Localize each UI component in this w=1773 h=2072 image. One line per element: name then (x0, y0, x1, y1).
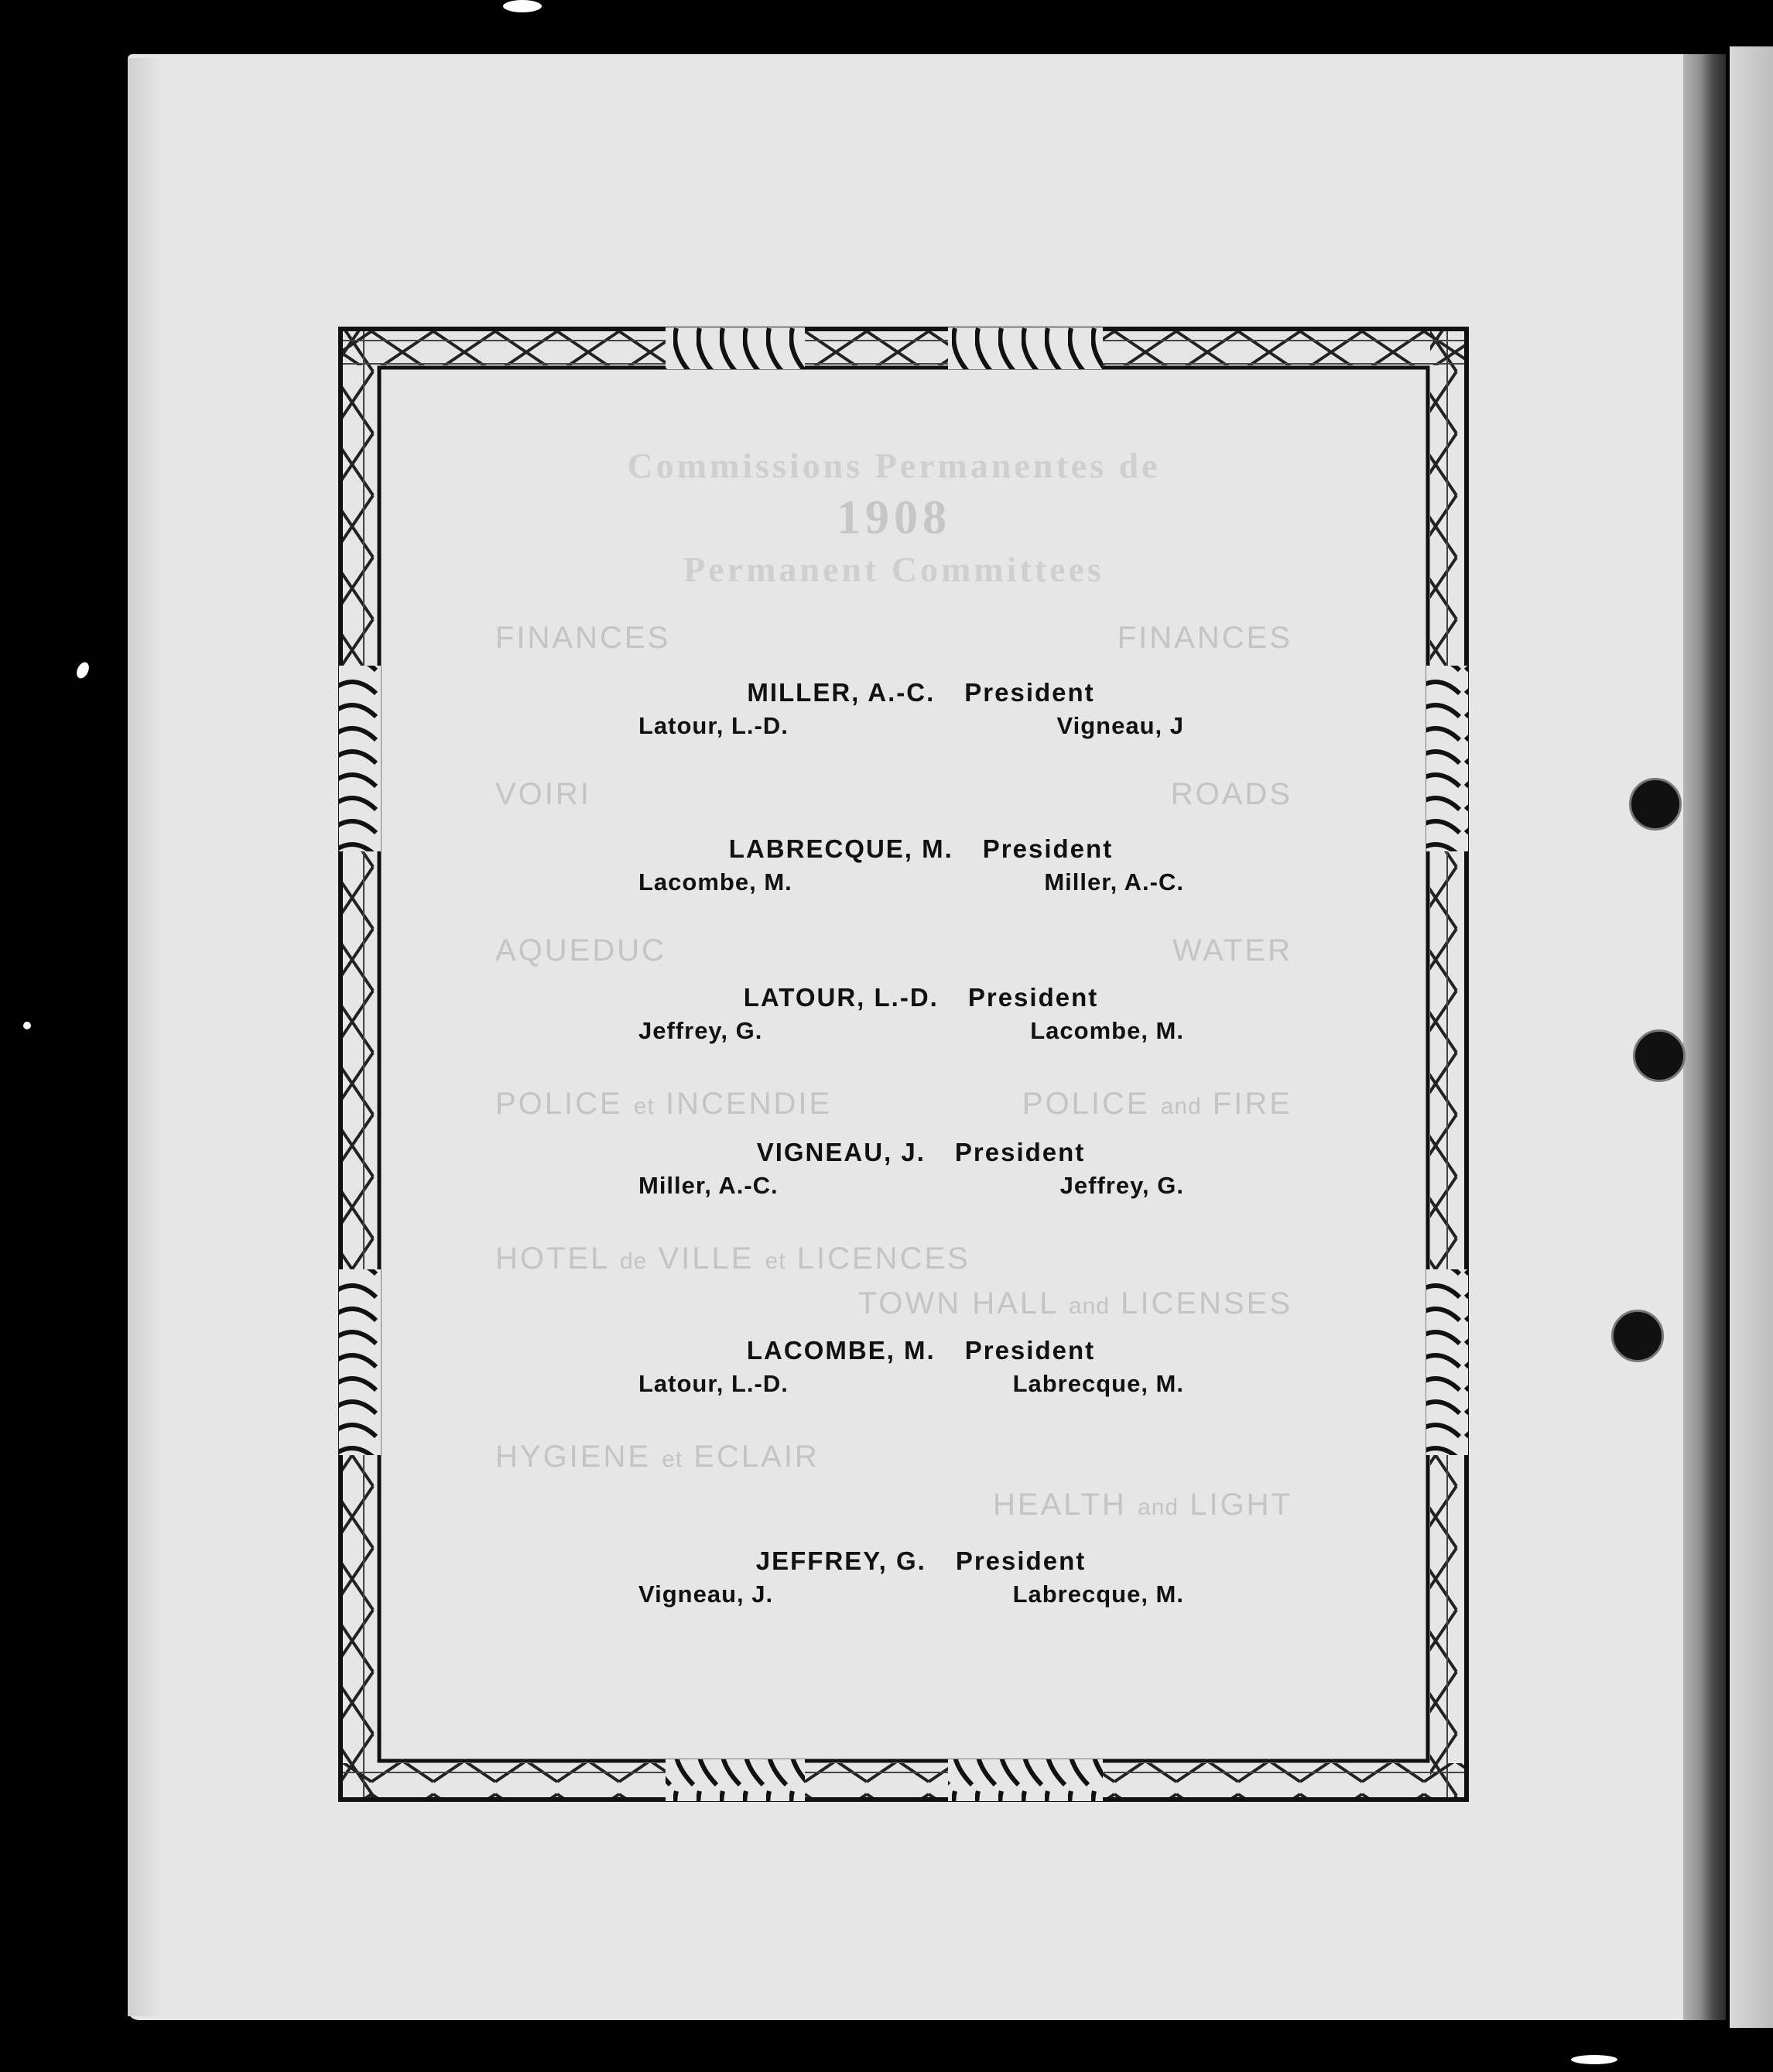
president-role: President (982, 834, 1114, 863)
committee-name-fr: HYGIENE et ECLAIR (495, 1440, 820, 1474)
committee-roads (495, 777, 1292, 907)
committee-list (495, 445, 1292, 1619)
committee-president: LACOMBE, M. (746, 1336, 936, 1365)
committee-finances (495, 621, 1292, 751)
committee-member: Latour, L.-D. (638, 712, 789, 739)
committee-member: Miller, A.-C. (1044, 868, 1184, 896)
committee-president: JEFFREY, G. (755, 1546, 926, 1575)
committee-water (495, 933, 1292, 1056)
title-english: Permanent Committees (683, 550, 1104, 589)
committee-name-en: FINANCES (1117, 621, 1292, 655)
committee-name-fr: FINANCES (495, 621, 671, 655)
president-role: President (955, 1546, 1087, 1575)
committee-member: Miller, A.-C. (638, 1172, 779, 1199)
committee-name-en: TOWN HALL and LICENSES (857, 1286, 1292, 1320)
committee-town-hall (495, 1241, 1292, 1409)
committee-president: VIGNEAU, J. (756, 1138, 926, 1166)
committee-name-en: POLICE and FIRE (1022, 1087, 1292, 1121)
committee-name-en: WATER (1172, 933, 1292, 968)
president-role: President (954, 1138, 1086, 1166)
committee-member: Lacombe, M. (638, 868, 792, 896)
committee-president: LATOUR, L.-D. (743, 983, 939, 1012)
president-role: President (964, 1336, 1096, 1365)
committee-member: Labrecque, M. (1012, 1581, 1184, 1608)
committee-member: Jeffrey, G. (1059, 1172, 1184, 1199)
title-french: Commissions Permanentes de (627, 446, 1161, 485)
committee-president: MILLER, A.-C. (747, 678, 936, 707)
committee-health-light (495, 1440, 1292, 1619)
committee-member: Vigneau, J (1056, 712, 1184, 739)
committee-member: Lacombe, M. (1030, 1017, 1184, 1044)
committee-name-fr: AQUEDUC (495, 933, 667, 968)
committee-president: LABRECQUE, M. (728, 834, 953, 863)
committee-name-fr: VOIRI (495, 777, 591, 811)
committee-police-fire (495, 1087, 1292, 1211)
president-role: President (964, 678, 1095, 707)
committee-member: Latour, L.-D. (638, 1370, 789, 1397)
committee-name-fr: HOTEL de VILLE et LICENCES (495, 1241, 970, 1276)
title-year: 1908 (837, 491, 951, 544)
president-role: President (967, 983, 1099, 1012)
committee-member: Vigneau, J. (638, 1581, 774, 1608)
committee-member: Labrecque, M. (1012, 1370, 1184, 1397)
committee-name-en: ROADS (1170, 777, 1292, 811)
committee-name-en: HEALTH and LIGHT (993, 1488, 1292, 1522)
committee-member: Jeffrey, G. (638, 1017, 763, 1044)
committee-name-fr: POLICE et INCENDIE (495, 1087, 833, 1121)
